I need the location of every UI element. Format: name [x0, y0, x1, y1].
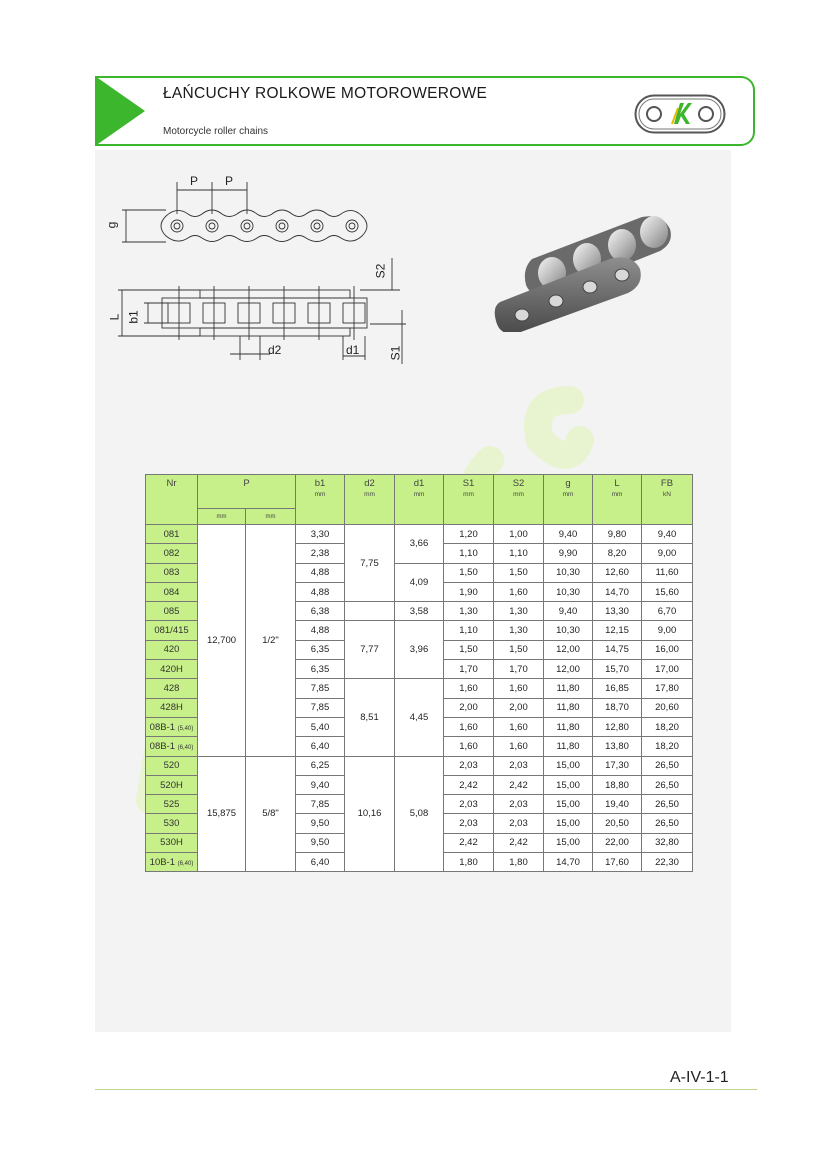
cell-d1: 3,58 — [395, 602, 444, 621]
cell-s1: 2,03 — [444, 795, 494, 814]
cell-nr — [146, 525, 198, 544]
cell-s1: 1,10 — [444, 544, 494, 563]
cell-s2: 2,42 — [494, 775, 544, 794]
cell-nr — [146, 698, 198, 717]
header-fb: FB kN — [642, 475, 693, 525]
table-row — [146, 525, 693, 544]
cell-pitch: 12,700 — [198, 525, 246, 757]
cell-l: 20,50 — [593, 814, 642, 833]
cell-d2: 10,16 — [345, 756, 395, 872]
cell-s1: 2,00 — [444, 698, 494, 717]
header-s2: S2 mm — [494, 475, 544, 525]
cell-nr — [146, 756, 198, 775]
cell-l: 17,30 — [593, 756, 642, 775]
cell-fb: 26,50 — [642, 775, 693, 794]
footer-divider — [95, 1089, 757, 1090]
cell-nr — [146, 679, 198, 698]
dim-label-s2: S2 — [373, 263, 388, 279]
cell-s2: 1,60 — [494, 582, 544, 601]
cell-b1: 9,50 — [296, 833, 345, 852]
cell-fb: 22,30 — [642, 853, 693, 872]
cell-b1: 6,25 — [296, 756, 345, 775]
cell-b1: 3,30 — [296, 525, 345, 544]
cell-g: 15,00 — [544, 795, 593, 814]
cell-g: 11,80 — [544, 737, 593, 756]
nr-label: 428H — [160, 702, 183, 714]
cell-d1: 3,96 — [395, 621, 444, 679]
nr-label: 520H — [160, 779, 183, 791]
cell-d1: 5,08 — [395, 756, 444, 872]
cell-l: 22,00 — [593, 833, 642, 852]
nr-label: 530 — [163, 818, 180, 830]
nr-sub-label: (6,40) — [177, 744, 194, 751]
nr-sub-label: (5,40) — [177, 725, 194, 732]
dim-label-d2: d2 — [268, 343, 282, 357]
cell-b1: 4,88 — [296, 563, 345, 582]
cell-fb: 6,70 — [642, 602, 693, 621]
cell-l: 17,60 — [593, 853, 642, 872]
cell-nr — [146, 814, 198, 833]
cell-g: 15,00 — [544, 814, 593, 833]
page-subtitle: Motorcycle roller chains — [163, 126, 269, 137]
cell-d2: 7,77 — [345, 621, 395, 679]
cell-s2: 1,30 — [494, 621, 544, 640]
cell-s1: 1,90 — [444, 582, 494, 601]
cell-nr — [146, 795, 198, 814]
page-title: ŁAŃCUCHY ROLKOWE MOTOROWEROWE — [163, 85, 488, 102]
cell-s2: 2,42 — [494, 833, 544, 852]
cell-fb: 18,20 — [642, 737, 693, 756]
cell-l: 14,70 — [593, 582, 642, 601]
dim-label-p1: P — [190, 174, 199, 188]
cell-nr — [146, 717, 198, 736]
cell-s1: 1,70 — [444, 660, 494, 679]
cell-s2: 1,10 — [494, 544, 544, 563]
cell-l: 18,80 — [593, 775, 642, 794]
cell-nr — [146, 544, 198, 563]
cell-l: 8,20 — [593, 544, 642, 563]
cell-g: 10,30 — [544, 563, 593, 582]
cell-s2: 1,00 — [494, 525, 544, 544]
cell-b1: 7,85 — [296, 679, 345, 698]
header-nr: Nr — [146, 475, 198, 525]
cell-g: 14,70 — [544, 853, 593, 872]
nr-label: 530H — [160, 837, 183, 849]
cell-s1: 2,03 — [444, 756, 494, 775]
cell-s1: 1,60 — [444, 679, 494, 698]
nr-label: 420 — [163, 644, 180, 656]
cell-l: 12,15 — [593, 621, 642, 640]
nr-label: 08B-1 — [149, 740, 176, 752]
cell-b1: 9,40 — [296, 775, 345, 794]
cell-d2: 8,51 — [345, 679, 395, 756]
cell-fb: 11,60 — [642, 563, 693, 582]
cell-nr — [146, 602, 198, 621]
nr-label: 085 — [163, 605, 180, 617]
cell-g: 12,00 — [544, 660, 593, 679]
cell-b1: 2,38 — [296, 544, 345, 563]
cell-s2: 1,70 — [494, 660, 544, 679]
nr-label: 428 — [163, 683, 180, 695]
cell-fb: 9,40 — [642, 525, 693, 544]
cell-g: 9,40 — [544, 602, 593, 621]
cell-s2: 1,60 — [494, 679, 544, 698]
dim-label-l: L — [107, 313, 122, 321]
cell-nr — [146, 833, 198, 852]
cell-fb: 17,80 — [642, 679, 693, 698]
cell-b1: 4,88 — [296, 621, 345, 640]
cell-d2: 7,75 — [345, 525, 395, 602]
cell-l: 13,80 — [593, 737, 642, 756]
cell-g: 15,00 — [544, 775, 593, 794]
nr-label: 082 — [163, 547, 180, 559]
dim-label-d1: d1 — [346, 343, 360, 357]
dim-label-g: g — [104, 221, 119, 229]
cell-s2: 1,50 — [494, 640, 544, 659]
cell-s1: 1,20 — [444, 525, 494, 544]
cell-d1: 4,09 — [395, 563, 444, 602]
cell-nr — [146, 660, 198, 679]
cell-nr — [146, 582, 198, 601]
cell-nr — [146, 737, 198, 756]
nr-label: 10B-1 — [149, 856, 176, 868]
page-number: A-IV-1-1 — [670, 1069, 729, 1086]
cell-d2 — [345, 602, 395, 621]
cell-nr — [146, 640, 198, 659]
cell-nr — [146, 775, 198, 794]
roller-chain-image — [492, 207, 682, 332]
cell-s1: 2,42 — [444, 775, 494, 794]
nr-label: 525 — [163, 798, 180, 810]
header-s1: S1 mm — [444, 475, 494, 525]
cell-l: 9,80 — [593, 525, 642, 544]
cell-s1: 2,03 — [444, 814, 494, 833]
cell-fb: 26,50 — [642, 795, 693, 814]
cell-g: 11,80 — [544, 717, 593, 736]
header-d1: d1 mm — [395, 475, 444, 525]
header-d2: d2 mm — [345, 475, 395, 525]
cell-fb: 16,00 — [642, 640, 693, 659]
cell-nr — [146, 563, 198, 582]
cell-s2: 1,60 — [494, 737, 544, 756]
nr-label: 081/415 — [154, 625, 189, 637]
header-p-unit-mm: mm — [198, 509, 246, 525]
cell-l: 14,75 — [593, 640, 642, 659]
cell-l: 12,80 — [593, 717, 642, 736]
cell-s2: 2,03 — [494, 795, 544, 814]
cell-pitch: 5/8" — [246, 756, 296, 872]
cell-fb: 26,50 — [642, 756, 693, 775]
cell-g: 9,40 — [544, 525, 593, 544]
chain-spec-table — [145, 474, 693, 872]
cell-b1: 7,85 — [296, 698, 345, 717]
cell-b1: 9,50 — [296, 814, 345, 833]
cell-fb: 17,00 — [642, 660, 693, 679]
cell-s1: 1,60 — [444, 717, 494, 736]
cell-l: 12,60 — [593, 563, 642, 582]
company-logo-icon — [634, 94, 726, 134]
cell-b1: 6,35 — [296, 660, 345, 679]
table-body — [146, 525, 693, 872]
cell-pitch: 15,875 — [198, 756, 246, 872]
cell-b1: 4,88 — [296, 582, 345, 601]
cell-d1: 4,45 — [395, 679, 444, 756]
cell-s2: 2,03 — [494, 814, 544, 833]
nr-label: 081 — [163, 528, 180, 540]
nr-label: 08B-1 — [149, 721, 176, 733]
cell-g: 15,00 — [544, 833, 593, 852]
cell-nr — [146, 621, 198, 640]
cell-b1: 6,35 — [296, 640, 345, 659]
dim-label-p2: P — [225, 174, 234, 188]
cell-s1: 1,30 — [444, 602, 494, 621]
cell-l: 19,40 — [593, 795, 642, 814]
cell-s1: 1,50 — [444, 640, 494, 659]
cell-l: 15,70 — [593, 660, 642, 679]
cell-fb: 20,60 — [642, 698, 693, 717]
cell-l: 13,30 — [593, 602, 642, 621]
cell-d1: 3,66 — [395, 525, 444, 564]
header-b1: b1 mm — [296, 475, 345, 525]
cell-l: 18,70 — [593, 698, 642, 717]
dim-label-s1: S1 — [388, 345, 403, 361]
cell-g: 15,00 — [544, 756, 593, 775]
cell-g: 11,80 — [544, 679, 593, 698]
cell-g: 10,30 — [544, 582, 593, 601]
cell-s1: 1,50 — [444, 563, 494, 582]
nr-label: 083 — [163, 567, 180, 579]
cell-s2: 1,30 — [494, 602, 544, 621]
nr-label: 084 — [163, 586, 180, 598]
cell-fb: 9,00 — [642, 544, 693, 563]
header-p-unit-inch: mm — [246, 509, 296, 525]
cell-b1: 6,38 — [296, 602, 345, 621]
cell-g: 9,90 — [544, 544, 593, 563]
cell-b1: 7,85 — [296, 795, 345, 814]
cell-g: 12,00 — [544, 640, 593, 659]
cell-s2: 2,00 — [494, 698, 544, 717]
cell-b1: 6,40 — [296, 737, 345, 756]
cell-s2: 2,03 — [494, 756, 544, 775]
cell-s1: 2,42 — [444, 833, 494, 852]
nr-sub-label: (6,40) — [177, 860, 194, 867]
cell-nr — [146, 853, 198, 872]
cell-s1: 1,60 — [444, 737, 494, 756]
cell-b1: 5,40 — [296, 717, 345, 736]
cell-fb: 9,00 — [642, 621, 693, 640]
cell-s2: 1,60 — [494, 717, 544, 736]
cell-l: 16,85 — [593, 679, 642, 698]
cell-g: 10,30 — [544, 621, 593, 640]
cell-s1: 1,10 — [444, 621, 494, 640]
nr-label: 420H — [160, 663, 183, 675]
header-l: L mm — [593, 475, 642, 525]
cell-fb: 26,50 — [642, 814, 693, 833]
cell-fb: 32,80 — [642, 833, 693, 852]
cell-g: 11,80 — [544, 698, 593, 717]
header-triangle-icon — [95, 76, 145, 146]
header-g: g mm — [544, 475, 593, 525]
cell-pitch: 1/2" — [246, 525, 296, 757]
dim-label-b1: b1 — [126, 310, 141, 324]
cell-fb: 15,60 — [642, 582, 693, 601]
cell-b1: 6,40 — [296, 853, 345, 872]
nr-label: 520 — [163, 760, 180, 772]
chain-dimension-diagram — [100, 168, 420, 368]
cell-s2: 1,80 — [494, 853, 544, 872]
cell-fb: 18,20 — [642, 717, 693, 736]
header-p: P — [198, 475, 296, 509]
cell-s2: 1,50 — [494, 563, 544, 582]
cell-s1: 1,80 — [444, 853, 494, 872]
table-row — [146, 756, 693, 775]
